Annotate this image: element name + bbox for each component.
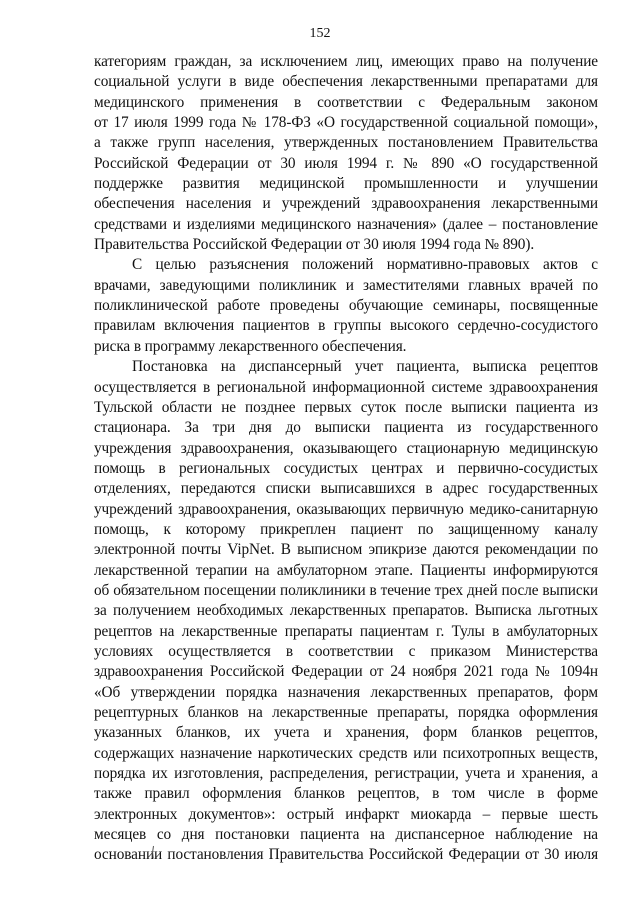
text-line: помощь, к которому прикреплен пациент по защищенному каналу <box>94 520 598 538</box>
document-body <box>94 52 598 866</box>
text-line: учреждения здравоохранения, оказывающего стационарную медицинскую <box>94 439 598 457</box>
text-line: Российской Федерации от 30 июля 1994 г. № 890 «О государственной <box>94 154 598 172</box>
text-line: рецептурных бланков на лекарственные препараты, порядка оформления <box>94 704 598 721</box>
text-line: электронных документов»: острый инфаркт миокарда – первые шесть <box>94 805 598 823</box>
text-line: медицинского применения в соответствии с Федеральным законом <box>94 93 598 111</box>
text-line: средствами и изделиями медицинского назначения» (далее – постановление <box>94 215 598 233</box>
text-line: порядка их изготовления, распределения, регистрации, учета и хранения, а <box>94 765 598 783</box>
text-line: отделениях, передаются списки выписавшихся в адрес государственных <box>94 480 598 498</box>
text-line: месяцев со дня постановки пациента на диспансерное наблюдение на <box>94 826 598 844</box>
text-line: за получением необходимых лекарственных препаратов. Выписка льготных <box>94 602 598 620</box>
text-line: категориям граждан, за исключением лиц, имеющих право на получение <box>94 53 598 70</box>
text-line: врачами, заведующими поликлиник и заместителями главных врачей по <box>94 276 598 294</box>
text-line: правилам включения пациентов в группы высокого сердечно-сосудистого <box>94 317 598 335</box>
text-line: электронной почты VipNet. В выписном эпикризе даются рекомендации по <box>94 541 598 559</box>
text-line: здравоохранения Российской Федерации от 24 ноября 2021 года № 1094н <box>94 663 598 681</box>
text-line: социальной услуги в виде обеспечения лекарственными препаратами для <box>94 73 598 91</box>
text-line: содержащих назначение наркотических средств или психотропных веществ, <box>94 744 598 762</box>
paragraph-2 <box>94 255 598 357</box>
text-line: об обязательном посещении поликлиники в течение трех дней после выписки <box>94 581 598 599</box>
text-line: Правительства Российской Федерации от 30 июля 1994 года № 890). <box>94 236 535 254</box>
pen-stroke-icon <box>151 845 155 859</box>
text-line: осуществляется в региональной информационной системе здравоохранения <box>94 378 598 396</box>
text-line: также правил оформления бланков рецептов, в том числе в форме <box>94 785 598 803</box>
text-line: учреждений здравоохранения, оказывающих первичную медико-санитарную <box>94 500 598 518</box>
text-line: Постановка на диспансерный учет пациента, выписка рецептов <box>132 358 598 376</box>
paragraph-3 <box>94 357 598 866</box>
text-line: обеспечения населения и учреждений здравоохранения лекарственными <box>94 195 598 213</box>
paragraph-1 <box>94 52 598 255</box>
page-number: 152 <box>309 26 331 41</box>
text-line: основании постановления Правительства Российской Федерации от 30 июля <box>94 846 598 864</box>
text-line: «Об утверждении порядка назначения лекарственных препаратов, форм <box>94 683 598 701</box>
text-line: условиях осуществляется в соответствии с приказом Министерства <box>94 642 598 660</box>
text-line: от 17 июля 1999 года № 178-ФЗ «О государственной социальной помощи», <box>94 114 598 132</box>
text-line: лекарственной терапии на амбулаторном этапе. Пациенты информируются <box>94 561 598 579</box>
text-line: поликлинической работе проведены обучающие семинары, посвященные <box>94 297 598 315</box>
text-line: помощь в региональных сосудистых центрах и первично-сосудистых <box>94 459 598 477</box>
text-line: а также групп населения, утвержденных постановлением Правительства <box>94 134 598 152</box>
text-line: указанных бланков, их учета и хранения, форм бланков рецептов, <box>94 724 598 742</box>
text-line: риска в программу лекарственного обеспечения. <box>94 337 407 355</box>
text-line: стационара. За три дня до выписки пациента из государственного <box>94 419 598 437</box>
text-line: Тульской области не позднее первых суток после выписки пациента из <box>94 398 598 416</box>
text-line: поддержке развития медицинской промышленности и улучшении <box>94 175 598 193</box>
text-line: С целью разъяснения положений нормативно-правовых актов с <box>132 256 598 274</box>
scan-artifact-mark <box>151 845 155 859</box>
text-line: рецептов на лекарственные препараты пациентам г. Тулы в амбулаторных <box>94 622 598 640</box>
